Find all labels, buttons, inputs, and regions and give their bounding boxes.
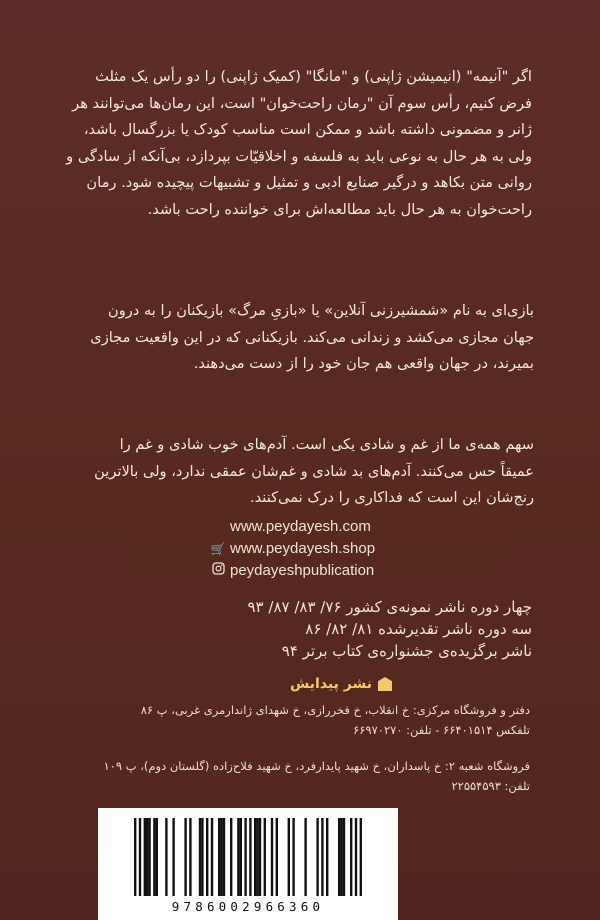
barcode-bar [240, 818, 242, 896]
publisher-name: نشر پیدایش [290, 676, 372, 692]
intro-line: راحت‌خوان به هر حال باید مطالعه‌اش برای خواننده راحت باشد. [147, 200, 532, 218]
barcode-bar [144, 818, 146, 896]
barcode-bar [304, 818, 306, 896]
game-line: بازی‌ای به نام «شمشیرزنی آنلاین» یا «بازیِ مرگ» بازیکنان را به درون [108, 302, 534, 319]
barcode-bar [146, 818, 148, 896]
barcode-bar [230, 818, 232, 896]
phone-line: تلفن: ۲۲۵۵۴۵۹۳ [451, 779, 530, 793]
barcode-bar [148, 818, 150, 896]
award-line: سه دوره ناشر تقدیرشده ۸۱/ ۸۲/ ۸۶ [305, 620, 532, 638]
branch-store-address [104, 756, 530, 796]
barcode-bar [355, 818, 357, 896]
barcode-bar [271, 818, 273, 896]
central-store-address [141, 700, 530, 740]
publisher-logo [290, 676, 392, 692]
barcode-bar [321, 818, 323, 896]
phone-line: تلفکس ۶۶۴۰۱۵۱۴ - تلفن: ۶۶۹۷۰۲۷۰ [353, 723, 530, 737]
website-link-text: www.peydayesh.com [230, 518, 371, 535]
barcode-bar [201, 818, 203, 896]
instagram-link[interactable] [210, 560, 375, 582]
barcode-bar [153, 818, 155, 896]
barcode-bar [165, 818, 167, 896]
barcode-bar [264, 818, 266, 896]
barcode-bar [189, 818, 191, 896]
barcode-bar [256, 818, 258, 896]
barcode-bar [316, 818, 318, 896]
barcode-bars [98, 808, 398, 898]
share-line: سهم همه‌ی ما از غم و شادی یکی است. آدم‌های خوب شادی و غم را [119, 436, 534, 453]
game-line: جهان مجازی می‌کشد و زندانی می‌کند. بازیکنانی که در این واقعیت مجازی [90, 328, 534, 346]
publisher-awards [247, 596, 532, 662]
barcode-bar [156, 818, 158, 896]
publisher-links [210, 516, 375, 582]
publisher-logo-icon [378, 677, 392, 691]
website-link[interactable] [210, 516, 375, 538]
instagram-link-text: peydayeshpublication [230, 562, 375, 579]
barcode-bar [244, 818, 246, 896]
barcode-bar [139, 818, 141, 896]
shop-link[interactable] [210, 538, 375, 560]
game-line: بمیرند، در جهان واقعی هم جان خود را از دست می‌دهند. [193, 355, 534, 372]
award-line: چهار دوره ناشر نمونه‌ی کشور ۷۶/ ۸۳/ ۸۷/ ۹۳ [247, 598, 532, 616]
barcode-bar [350, 818, 352, 896]
share-line: عمیقاً حس می‌کنند. آدم‌های بد شادی و غم‌شان عمقی ندارد، ولی بالاترین [94, 462, 534, 480]
barcode-bar [276, 818, 278, 896]
barcode-bar [206, 818, 208, 896]
barcode-digits: 9786002966360 [171, 899, 325, 914]
barcode-bar [184, 818, 186, 896]
barcode-bar [237, 818, 239, 896]
intro-line: اگر "آنیمه" (انیمیشن ژاپنی) و "مانگا" (کمیک ژاپنی) را دو رأس یک مثلث [95, 68, 532, 85]
barcode-bar [223, 818, 225, 896]
isbn-barcode [98, 808, 398, 920]
barcode-bar [288, 818, 290, 896]
barcode-bar [218, 818, 220, 896]
barcode-bar [292, 818, 294, 896]
barcode-bar [326, 818, 328, 896]
address-line: دفتر و فروشگاه مرکزی: خ انقلاب، خ فخررازی، خ شهدای ژاندارمری غربی، پ ۸۶ [140, 703, 530, 717]
barcode-bar [259, 818, 261, 896]
award-line: ناشر برگزیده‌ی جشنواره‌ی کتاب برتر ۹۴ [281, 642, 532, 660]
intro-line: ژانر و مضمونی داشته باشد و ممکن است مناسب کودک یا بزرگسال باشد، [83, 121, 532, 138]
instagram-icon [210, 560, 226, 582]
barcode-bar [340, 818, 342, 896]
barcode-bar [254, 818, 256, 896]
barcode-bar [360, 818, 362, 896]
cart-icon: 🛒 [210, 542, 226, 556]
shop-link-text: www.peydayesh.shop [230, 540, 376, 557]
share-paragraph [54, 432, 534, 512]
barcode-bar [199, 818, 201, 896]
barcode-bar [172, 818, 174, 896]
barcode-bar [343, 818, 345, 896]
barcode-bar [134, 818, 136, 896]
game-paragraph [54, 298, 534, 378]
intro-line: فرض کنیم، رأس سوم آن "رمان راحت‌خوان" است، این رمان‌ها می‌توانند هر [72, 94, 532, 112]
barcode-bar [249, 818, 251, 896]
barcode-bar [338, 818, 340, 896]
intro-line: ولی به هر حال به نوعی باید به فلسفه و اخلاقیّات بپردازد، بی‌آنکه از سادگی و [66, 147, 532, 165]
share-line: رنج‌شان این است که فداکاری را درک نمی‌کنند. [250, 489, 534, 506]
barcode-bar [220, 818, 222, 896]
address-line: فروشگاه شعبه ۲: خ پاسداران، خ شهید پایدارفرد، خ شهید فلاح‌زاده (گلستان دوم)، پ ۱۰۹ [103, 759, 530, 773]
barcode-bar [211, 818, 213, 896]
intro-paragraph [52, 64, 532, 223]
intro-line: روانی متن بکاهد و درگیر صنایع ادبی و تمثیل و تشبیهات پیچیده شود. رمان [86, 174, 532, 191]
